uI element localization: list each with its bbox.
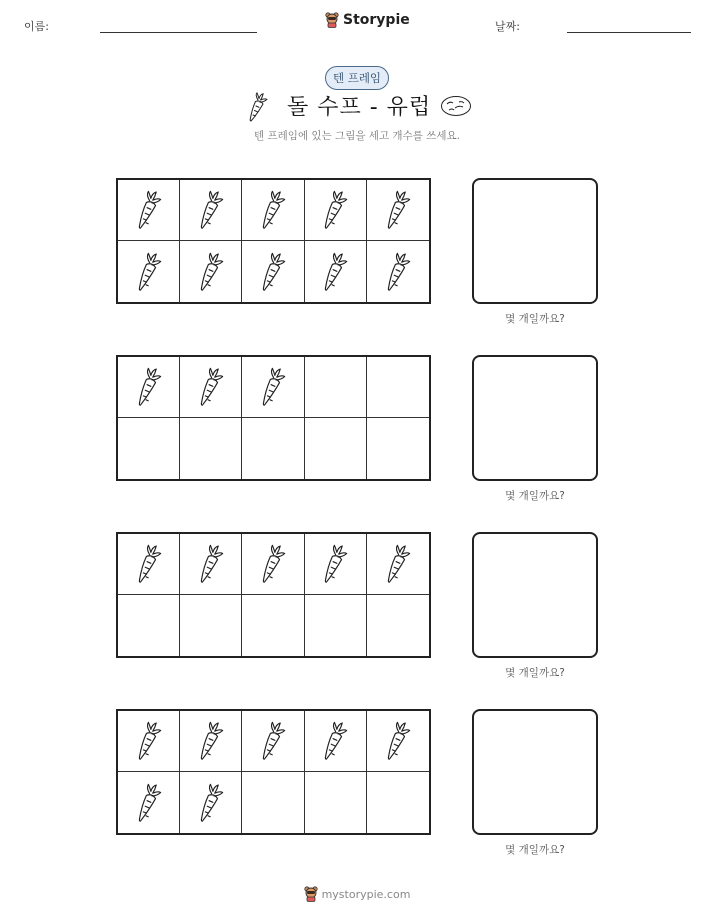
date-label: 날짜: [495,20,520,33]
bear-mascot-icon [325,12,339,28]
answer-box-3[interactable] [472,532,598,658]
frame-cell [305,772,367,833]
carrot-icon [259,542,287,586]
carrot-icon [384,542,412,586]
ten-frame-2 [116,355,431,481]
ten-frame-4 [116,709,431,835]
frame-cell [367,772,429,833]
frame-cell [180,418,242,479]
frame-cell [305,534,367,595]
ten-frame-3 [116,532,431,658]
frame-cell [180,357,242,418]
frame-cell [305,418,367,479]
frame-cell [305,357,367,418]
instructions: 텐 프레임에 있는 그림을 세고 개수를 쓰세요. [254,130,460,142]
bear-mascot-icon [304,886,318,902]
frame-cell [118,241,180,302]
carrot-icon [135,188,163,232]
frame-cell [367,180,429,241]
storypie-logo [325,12,410,28]
frame-cell [242,772,304,833]
frame-cell [242,241,304,302]
frame-cell [118,711,180,772]
frame-cell [180,595,242,656]
carrot-icon [246,92,270,122]
carrot-icon [197,719,225,763]
frame-cell [118,357,180,418]
carrot-icon [197,542,225,586]
frame-cell [118,595,180,656]
carrot-icon [135,719,163,763]
frame-cell [180,772,242,833]
frame-cell [242,357,304,418]
frame-cell [367,241,429,302]
frame-cell [367,534,429,595]
frame-cell [180,241,242,302]
answer-box-2[interactable] [472,355,598,481]
frame-cell [242,180,304,241]
carrot-icon [384,250,412,294]
answer-box-4[interactable] [472,709,598,835]
carrot-icon [135,542,163,586]
frame-cell [242,534,304,595]
frame-cell [367,711,429,772]
question-label: 몇 개일까요? [505,844,565,856]
carrot-icon [384,719,412,763]
carrot-icon [259,188,287,232]
carrot-icon [197,250,225,294]
frame-cell [118,180,180,241]
frame-cell [242,418,304,479]
frame-cell [367,418,429,479]
frame-cell [118,534,180,595]
frame-cell [118,418,180,479]
title-row [0,90,714,122]
frame-cell [305,595,367,656]
name-line[interactable] [100,32,257,33]
answer-box-1[interactable] [472,178,598,304]
frame-cell [305,180,367,241]
carrot-icon [321,542,349,586]
frame-cell [367,595,429,656]
logo-text: Storypie [343,12,410,28]
carrot-icon [259,250,287,294]
question-label: 몇 개일까요? [505,667,565,679]
footer [0,886,714,902]
frame-cell [118,772,180,833]
frame-cell [180,180,242,241]
ten-frame-1 [116,178,431,304]
frame-cell [305,711,367,772]
frame-cell [242,595,304,656]
topic-badge: 텐 프레임 [325,66,389,90]
carrot-icon [384,188,412,232]
carrot-icon [197,188,225,232]
carrot-icon [135,365,163,409]
carrot-icon [197,365,225,409]
name-label: 이름: [24,20,49,33]
carrot-icon [259,365,287,409]
frame-cell [180,534,242,595]
carrot-icon [321,188,349,232]
carrot-icon [135,250,163,294]
frame-cell [180,711,242,772]
carrot-icon [321,250,349,294]
footer-url: mystorypie.com [321,887,411,901]
frame-cell [305,241,367,302]
frame-cell [367,357,429,418]
carrot-icon [321,719,349,763]
page-title: 돌 수프 - 유럽 [287,95,432,120]
carrot-icon [197,781,225,825]
carrot-icon [135,781,163,825]
question-label: 몇 개일까요? [505,313,565,325]
date-line[interactable] [567,32,691,33]
carrot-icon [259,719,287,763]
frame-cell [242,711,304,772]
question-label: 몇 개일까요? [505,490,565,502]
stone-icon [440,95,472,117]
